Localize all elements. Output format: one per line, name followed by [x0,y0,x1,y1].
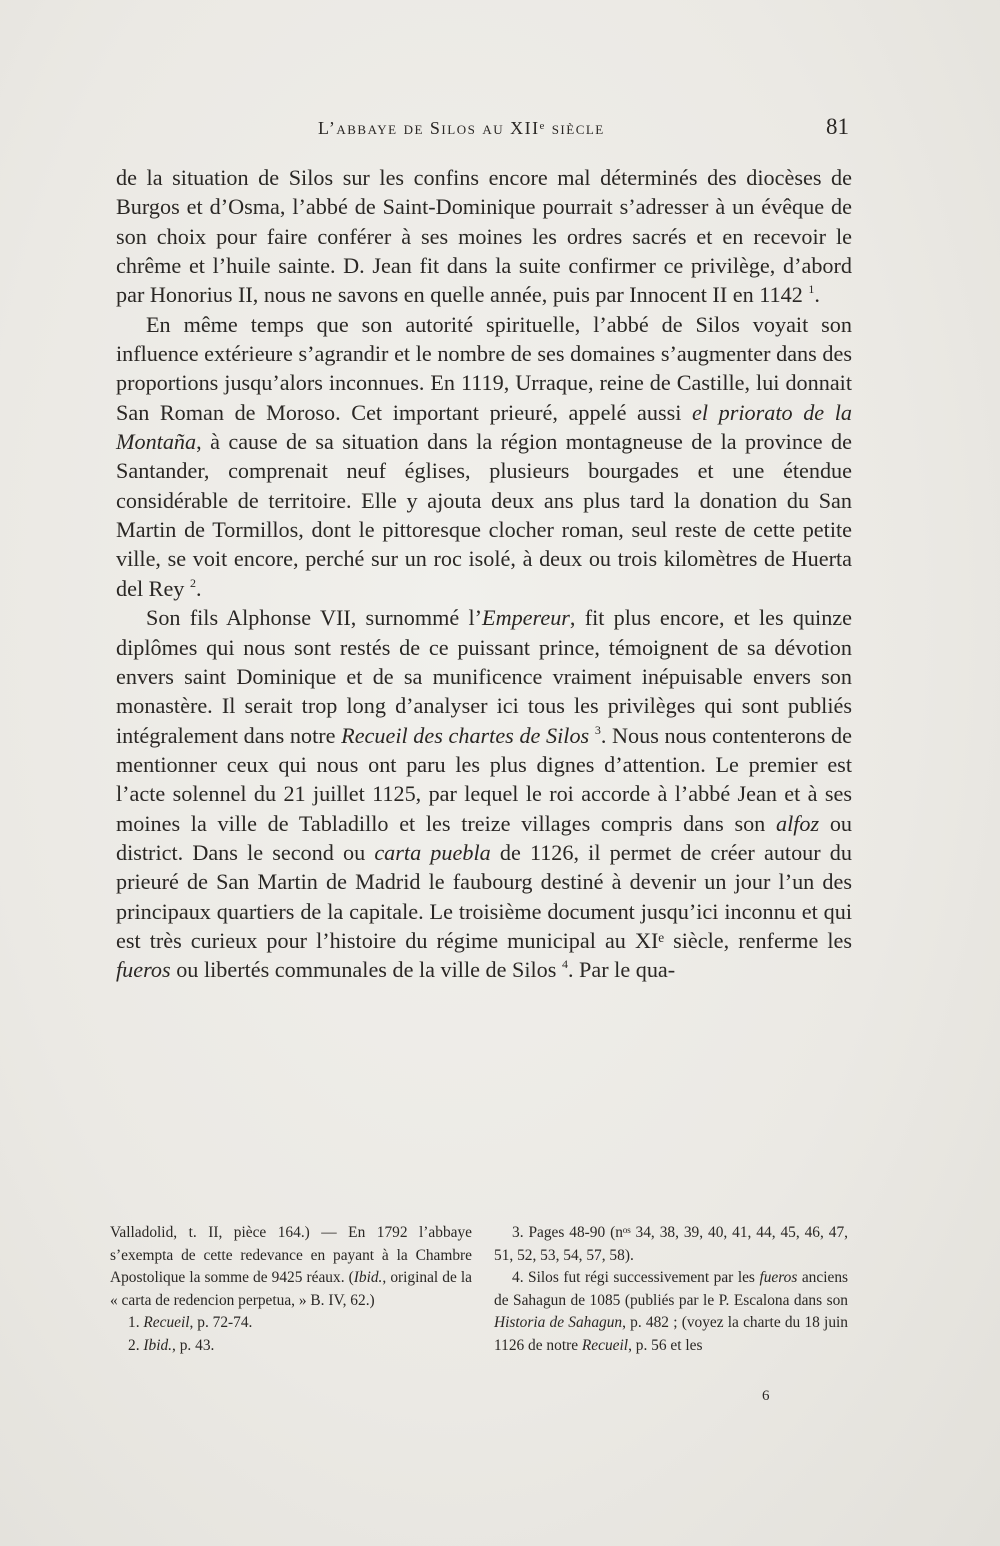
text-run: de la situation de Silos sur les confins encore mal déterminés des diocèses de Burgos et d’Osma, l’abbé de Saint-Dominique pourrait s’adresser à un évêque de son choix pour faire conférer à ses moines les ordres sacrés et en recevoir le chrême et l’huile sainte. D. Jean fit dans la suite confirmer ce privilège, d’abord par Honorius II, nous ne savons en quelle année, puis par Innocent II en 1142 [116,165,852,308]
italic-run: Recueil [143,1314,190,1332]
footnote-ref-2: 2 [189,575,196,590]
text-run: ou libertés communales de la ville de Silos [170,957,557,983]
main-text [116,163,852,985]
text-run: , p. 43. [172,1336,215,1354]
signature-mark: 6 [762,1388,770,1404]
italic-run: alfoz [775,810,820,836]
text-run: , p. 482 ; (voyez la charte du 18 juin 1126 de notre [494,1314,848,1354]
footnote-ref-1: 1 [808,282,815,297]
text-run: , p. 72-74. [189,1314,253,1332]
text-run: , à cause de sa situation dans la région montagneuse de la province de Santander, comprenait neuf églises, plusieurs bourgades et une étendue considérable de territoire. Elle y ajouta deux ans plus tard la donation du San Martin de Tormillos, dont le pittoresque clocher roman, seul reste de cette petite ville, se voit encore, perché sur un roc isolé, à deux ou trois kilomètres de Huerta del Rey [116,429,852,601]
text-run: . [814,282,820,308]
footnote-ref-4: 4 [561,957,568,972]
text-run: , fit plus encore, et les quinze diplômes qui nous sont restés de ce puissant prince, témoignent de sa dévotion envers saint Dominique et de sa munificence vraiment inépuisable envers son monastère. Il serait trop long d’analyser ici tous les privilèges qui sont publiés intégralement dans notre [116,605,853,748]
text-run: 2. [128,1336,144,1354]
footnote-ref-3: 3 [594,722,601,737]
paragraph-2 [116,310,852,603]
italic-run: Historia de Sahagun [494,1314,623,1332]
italic-run: Recueil des chartes de Silos [341,722,590,748]
footnote-1 [110,1312,472,1335]
text-run: 1. [128,1314,144,1332]
italic-run: Empereur [482,605,570,631]
footnote-3: 3. Pages 48-90 (nᵒˢ 34, 38, 39, 40, 41, 44, 45, 46, 47, 51, 52, 53, 54, 57, 58). [494,1224,848,1264]
paragraph-3 [116,603,852,984]
italic-run: el priorato de la Montaña [116,399,852,455]
running-title: L’abbaye de Silos au XIIᵉ siècle [318,118,605,138]
text-run: 4. Silos fut régi successivement par les [512,1269,760,1287]
footnote-4 [494,1267,848,1357]
text-run: de 1126, il permet de créer autour du prieuré de San Martin de Madrid le faubourg destiné à devenir un jour l’un des principaux quartiers de la capitale. Le troisième document jusqu’ici inconnu et qui est très curieux pour l’histoire du régime municipal au XIᵉ siècle, renferme les [116,839,852,953]
text-run: anciens de Sahagun de 1085 (publiés par le P. Escalona dans son [494,1269,849,1309]
text-run: , p. 56 et les [628,1336,703,1354]
paragraph-1 [116,163,852,310]
italic-run: carta puebla [374,839,491,865]
text-run: En même temps que son autorité spirituelle, l’abbé de Silos voyait son influence extérieure s’agrandir et le nombre de ses domaines s’augmenter dans des proportions jusqu’alors inconnues. En 1119, Urraque, reine de Castille, lui donnait San Roman de Moroso. Cet important prieuré, appelé aussi [116,311,852,425]
text-run: Valladolid, t. II, pièce 164.) — En 1792 l’abbaye s’exempta de cette redevance en payant à la Chambre Apostolique la somme de 9425 réaux. ( [110,1224,472,1287]
italic-run: fueros [116,957,171,983]
footnote-continuation [110,1222,472,1312]
text-run: . Nous nous contenterons de mentionner ceux qui nous ont paru les plus dignes d’attention. Le premier est l’acte solennel du 21 juillet 1125, par lequel le roi accorde à l’abbé Jean et à ses moines la ville de Tabladillo et les treize villages compris dans son [116,722,852,836]
italic-run: Ibid. [353,1269,383,1287]
text-run: . Par le qua- [567,957,676,983]
footnotes-left-column [110,1222,472,1358]
text-run: . [195,575,202,601]
text-run: ou district. Dans le second ou [116,810,853,865]
text-run: Son fils Alphonse VII, surnommé l’ [146,605,483,631]
footnotes-right-column [494,1222,848,1358]
footnote-2 [110,1335,472,1358]
italic-run: Recueil [581,1336,629,1354]
text-run: , original de la « carta de redencion perpetua, » B. IV, 62.) [110,1269,472,1309]
italic-run: fueros [759,1269,798,1287]
page-number: 81 [826,114,849,139]
italic-run: Ibid. [143,1336,173,1354]
running-head [0,114,1000,139]
